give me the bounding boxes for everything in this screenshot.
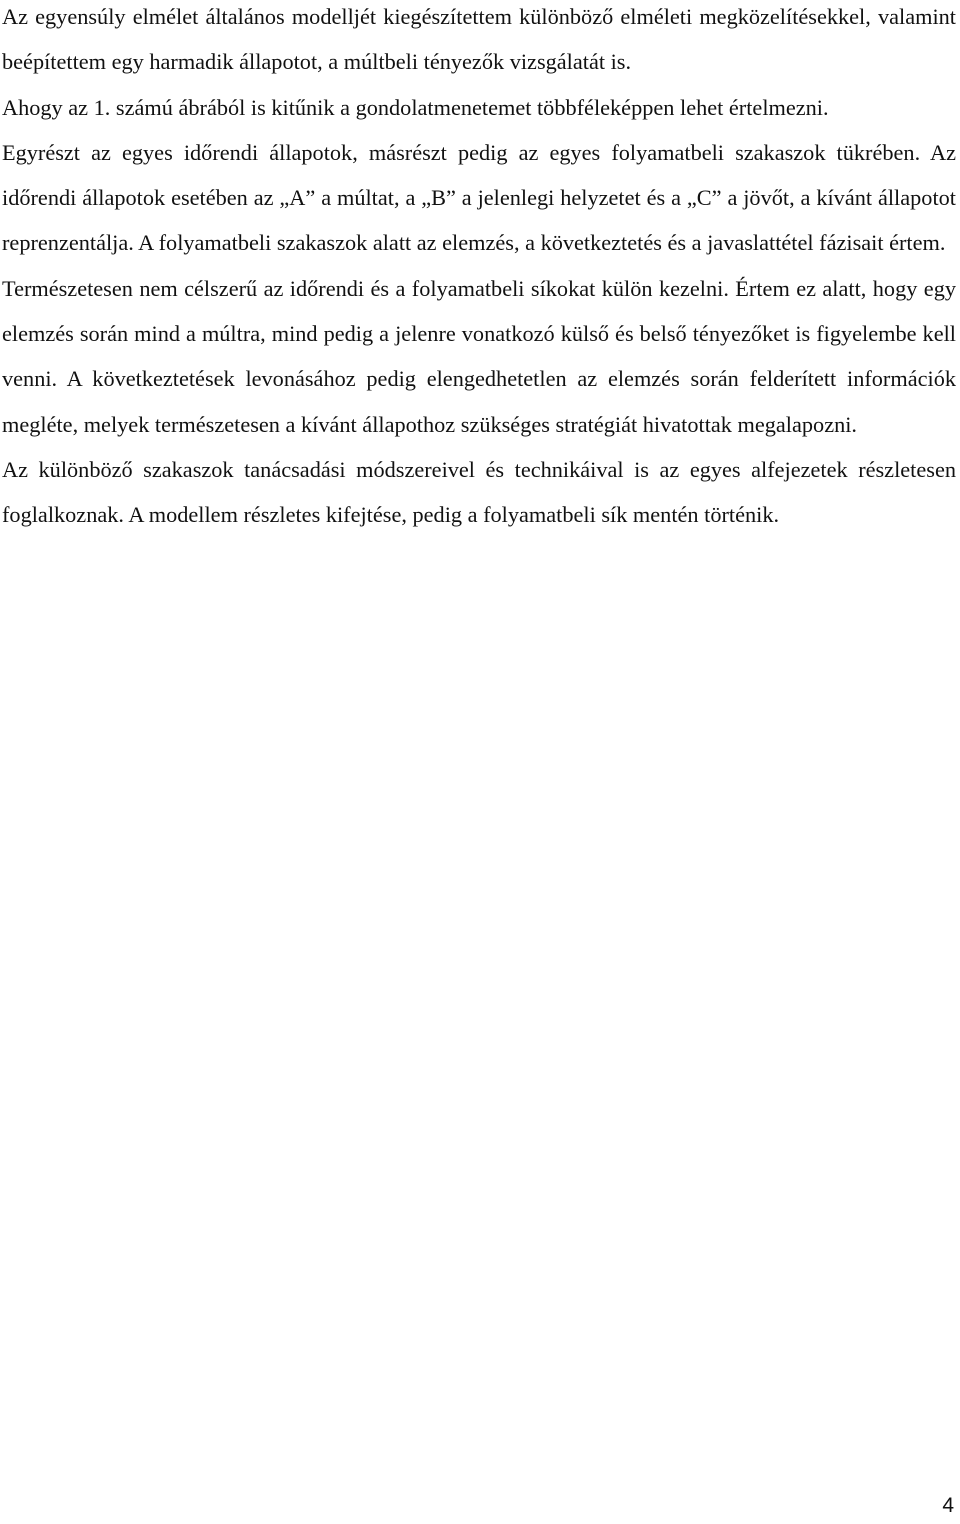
body-text (2, 0, 956, 538)
page-number: 4 (942, 1494, 954, 1517)
paragraph-5: Az különböző szakaszok tanácsadási módszereivel és technikáival is az egyes alfejezetek részletesen foglalkoznak. A modellem részletes kifejtése, pedig a folyamatbeli sík mentén történik. (2, 456, 956, 528)
paragraph-1: Az egyensúly elmélet általános modelljét kiegészítettem különböző elméleti megközelítésekkel, valamint beépítettem egy harmadik állapotot, a múltbeli tényezők vizsgálatát is. (2, 4, 956, 75)
paragraph-3: Egyrészt az egyes időrendi állapotok, másrészt pedig az egyes folyamatbeli szakaszok tükrében. Az időrendi állapotok esetében az „A” a múltat, a „B” a jelenlegi helyzetet és a „C” a jövőt, a kívánt állapotot reprenzentálja. A folyamatbeli szakaszok alatt az elemzés, a következtetés és a javaslattétel fázisait értem. (2, 139, 956, 256)
paragraph-4: Természetesen nem célszerű az időrendi és a folyamatbeli síkokat külön kezelni. Értem ez alatt, hogy egy elemzés során mind a múltra, mind pedig a jelenre vonatkozó külső és belső tényezőket is figyelembe kell venni. A következtetések levonásához pedig elengedhetetlen az elemzés során felderített információk megléte, melyek természetesen a kívánt állapothoz szükséges stratégiát hivatottak megalapozni. (2, 275, 956, 437)
paragraph-2: Ahogy az 1. számú ábrából is kitűnik a gondolatmenetemet többféleképpen lehet értelmezni. (2, 94, 829, 120)
